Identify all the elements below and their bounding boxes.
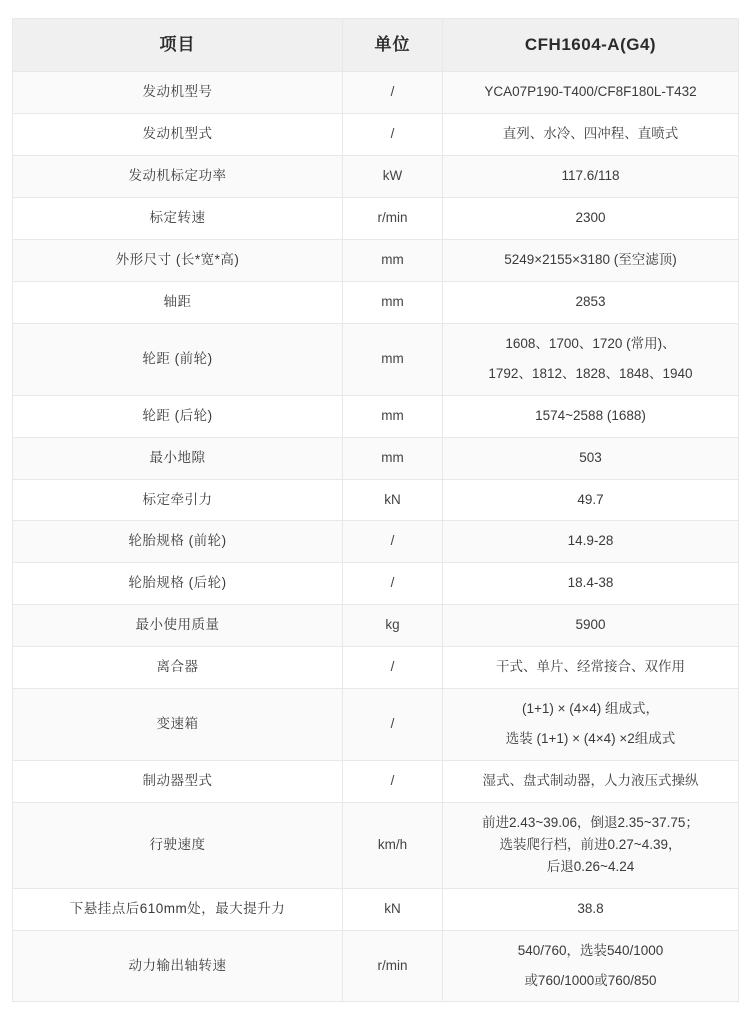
cell-unit: kN xyxy=(343,479,443,521)
cell-value xyxy=(443,72,739,114)
cell-value xyxy=(443,888,739,930)
cell-unit: mm xyxy=(343,240,443,282)
cell-item: 轮胎规格 (后轮) xyxy=(13,563,343,605)
table-row xyxy=(13,761,739,803)
cell-value xyxy=(443,114,739,156)
cell-item: 发动机标定功率 xyxy=(13,156,343,198)
cell-unit: mm xyxy=(343,437,443,479)
cell-value-line: 540/760，选装540/1000 xyxy=(517,942,664,958)
cell-value xyxy=(443,281,739,323)
cell-unit: mm xyxy=(343,323,443,395)
table-row xyxy=(13,930,739,1002)
cell-item: 发动机型号 xyxy=(13,72,343,114)
cell-item: 行驶速度 xyxy=(13,802,343,888)
column-header-item: 项目 xyxy=(13,19,343,72)
cell-unit: r/min xyxy=(343,198,443,240)
cell-value xyxy=(443,479,739,521)
cell-value-line: 选装爬行档，前进0.27~4.39， xyxy=(499,836,682,852)
cell-unit: km/h xyxy=(343,802,443,888)
cell-item: 动力输出轴转速 xyxy=(13,930,343,1002)
cell-value-line: 5900 xyxy=(575,617,606,633)
cell-item: 轮距 (前轮) xyxy=(13,323,343,395)
cell-value-line: 14.9-28 xyxy=(567,533,614,549)
table-row xyxy=(13,240,739,282)
table-header xyxy=(13,19,739,72)
table-row xyxy=(13,437,739,479)
cell-value-line: 选装 (1+1) × (4×4) ×2组成式 xyxy=(505,731,676,747)
cell-item: 发动机型式 xyxy=(13,114,343,156)
table-row xyxy=(13,605,739,647)
table-header-row xyxy=(13,19,739,72)
table-row xyxy=(13,802,739,888)
cell-value-line: (1+1) × (4×4) 组成式， xyxy=(522,701,659,717)
table-body xyxy=(13,72,739,1002)
cell-value xyxy=(443,198,739,240)
table-row xyxy=(13,281,739,323)
specification-table xyxy=(12,18,739,1002)
cell-value xyxy=(443,156,739,198)
cell-value-line: 前进2.43~39.06，倒退2.35~37.75； xyxy=(482,814,699,830)
cell-item: 下悬挂点后610mm处，最大提升力 xyxy=(13,888,343,930)
cell-item: 轮距 (后轮) xyxy=(13,395,343,437)
cell-value-line: 5249×2155×3180 (至空滤顶) xyxy=(504,252,677,268)
table-row xyxy=(13,689,739,761)
cell-unit: / xyxy=(343,647,443,689)
table-row xyxy=(13,479,739,521)
cell-value xyxy=(443,521,739,563)
cell-value-line: 1608、1700、1720 (常用)、 xyxy=(505,335,676,351)
cell-value xyxy=(443,395,739,437)
table-row xyxy=(13,563,739,605)
cell-value-line: 干式、单片、经常接合、双作用 xyxy=(496,659,685,675)
table-row xyxy=(13,888,739,930)
cell-item: 离合器 xyxy=(13,647,343,689)
cell-value-line: 117.6/118 xyxy=(561,168,620,184)
cell-value-line: 1792、1812、1828、1848、1940 xyxy=(488,365,693,381)
table-row xyxy=(13,198,739,240)
cell-item: 标定牵引力 xyxy=(13,479,343,521)
cell-value xyxy=(443,689,739,761)
cell-value xyxy=(443,802,739,888)
cell-unit: mm xyxy=(343,281,443,323)
cell-value xyxy=(443,605,739,647)
cell-value xyxy=(443,647,739,689)
cell-value xyxy=(443,323,739,395)
table-row xyxy=(13,647,739,689)
cell-value-line: 湿式、盘式制动器，人力液压式操纵 xyxy=(482,773,699,789)
cell-value-line: 2300 xyxy=(575,210,606,226)
cell-item: 最小使用质量 xyxy=(13,605,343,647)
table-row xyxy=(13,323,739,395)
cell-unit: / xyxy=(343,563,443,605)
cell-value-line: YCA07P190-T400/CF8F180L-T432 xyxy=(484,84,697,100)
cell-value xyxy=(443,563,739,605)
cell-unit: / xyxy=(343,689,443,761)
cell-value-line: 503 xyxy=(579,449,602,465)
column-header-model: CFH1604-A(G4) xyxy=(443,19,739,72)
cell-unit: / xyxy=(343,114,443,156)
table-row xyxy=(13,156,739,198)
cell-unit: / xyxy=(343,72,443,114)
cell-item: 轴距 xyxy=(13,281,343,323)
cell-unit: kW xyxy=(343,156,443,198)
table-row xyxy=(13,72,739,114)
cell-unit: kN xyxy=(343,888,443,930)
cell-unit: / xyxy=(343,521,443,563)
cell-item: 轮胎规格 (前轮) xyxy=(13,521,343,563)
cell-item: 制动器型式 xyxy=(13,761,343,803)
table-row xyxy=(13,114,739,156)
table-row xyxy=(13,395,739,437)
cell-item: 外形尺寸 (长*宽*高) xyxy=(13,240,343,282)
cell-value xyxy=(443,437,739,479)
cell-value xyxy=(443,240,739,282)
cell-value xyxy=(443,761,739,803)
cell-unit: mm xyxy=(343,395,443,437)
cell-item: 变速箱 xyxy=(13,689,343,761)
table-row xyxy=(13,521,739,563)
cell-value-line: 直列、水冷、四冲程、直喷式 xyxy=(502,126,679,142)
cell-value-line: 2853 xyxy=(575,293,606,309)
cell-item: 最小地隙 xyxy=(13,437,343,479)
cell-unit: / xyxy=(343,761,443,803)
cell-value-line: 或760/1000或760/850 xyxy=(524,972,657,988)
column-header-unit: 单位 xyxy=(343,19,443,72)
cell-unit: kg xyxy=(343,605,443,647)
cell-value xyxy=(443,930,739,1002)
cell-value-line: 后退0.26~4.24 xyxy=(546,858,635,874)
cell-item: 标定转速 xyxy=(13,198,343,240)
cell-value-line: 49.7 xyxy=(577,491,604,507)
cell-value-line: 18.4-38 xyxy=(567,575,614,591)
cell-value-line: 38.8 xyxy=(577,900,604,916)
cell-unit: r/min xyxy=(343,930,443,1002)
cell-value-line: 1574~2588 (1688) xyxy=(535,407,646,423)
